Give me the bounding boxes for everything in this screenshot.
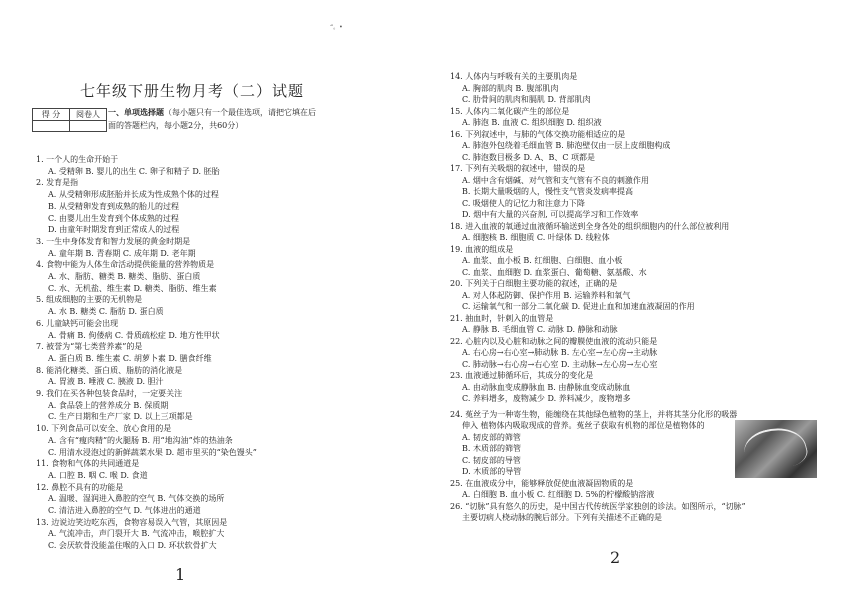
question-option: C. 吸烟使人的记忆力和注意力下降	[462, 198, 585, 208]
question-stem: 10. 下列食品可以安全、放心食用的是	[36, 424, 172, 434]
header-mark: “。•	[330, 24, 343, 31]
question-option: A. 烟中含有烟碱、对气管和支气管有不良的刺激作用	[462, 175, 649, 185]
score-cell[interactable]	[33, 121, 70, 132]
section-header	[108, 106, 323, 132]
question-option: C. 肺动脉→右心房→右心室 D. 主动脉→左心房→左心室	[462, 359, 658, 369]
question-option: C. 肺泡数目极多 D. A、B、C 项都是	[462, 152, 595, 162]
question-stem: 5. 组成细胞的主要的无机物是	[36, 295, 143, 305]
score-label: 得 分	[33, 109, 70, 121]
question-option: C. 运输氧气和一部分二氧化碳 D. 促进止血和加速血液凝固的作用	[462, 302, 695, 311]
question-stem: 3. 一生中身体发育和智力发展的黄金时期是	[36, 236, 191, 246]
question-option: A. 细胞核 B. 细胞质 C. 叶绿体 D. 线粒体	[462, 233, 610, 242]
question-option: A. 口腔 B. 咽 C. 喉 D. 食道	[48, 470, 148, 480]
section-description: （每小题只有一个最佳选项，请把它填在后面的答题栏内，每小题2分，共60分）	[108, 108, 316, 130]
question-stem: 20. 下列关于白细胞主要功能的叙述，正确的是	[450, 279, 618, 288]
question-option: A. 右心房→右心室→肺动脉 B. 左心室→左心房→主动脉	[462, 348, 658, 357]
question-option: A. 白细胞 B. 血小板 C. 红细胞 D. 5%的柠檬酸钠溶液	[462, 490, 655, 499]
grader-label: 阅卷人	[70, 109, 107, 121]
question-option: A. 含有“瘦肉精”的火腿肠 B. 用“地沟油”炸的热油条	[48, 435, 233, 445]
question-option: D. 烟中有大量的兴奋剂, 可以提高学习和工作效率	[462, 210, 639, 219]
question-stem: 26. “切脉”具有悠久的历史，是中国古代传统医学家独创的诊法。如图所示，“切脉”	[450, 501, 746, 511]
question-stem: 16. 下列叙述中，与肺的气体交换功能相适应的是	[450, 129, 626, 139]
question-option: A. 由动脉血变成静脉血 B. 由静脉血变成动脉血	[462, 382, 631, 392]
grader-cell[interactable]	[70, 121, 107, 132]
question-option: C. 生产日期和生产厂家 D. 以上三项都是	[48, 412, 193, 422]
question-stem: 15. 人体内二氧化碳产生的部位是	[450, 106, 570, 116]
question-stem: 2. 发育是指	[36, 178, 79, 188]
question-stem: 24. 菟丝子为一种寄生物，能缠绕在其他绿色植物的茎上，并将其茎分化形的吸器	[450, 409, 738, 419]
question-stem: 9. 我们在买各种包装食品时，一定要关注	[36, 389, 183, 398]
question-option: A. 骨痛 B. 佝偻病 C. 骨质疏松症 D. 地方性甲状	[48, 330, 220, 340]
question-option: C. 肋骨间的肌肉和膈肌 D. 背部肌肉	[462, 95, 591, 104]
question-option: C. 会厌软骨没能盖住喉的入口 D. 环状软骨扩大	[48, 541, 217, 551]
question-option: A. 气流冲击，声门裂开大 B. 气流冲击，喉腔扩大	[48, 529, 225, 539]
section-heading: 一、单项选择题	[108, 107, 164, 117]
score-table	[32, 108, 107, 132]
question-option: C. 韧皮部的导管	[462, 455, 521, 465]
question-option: A. 对人体起防御、保护作用 B. 运输养料和氧气	[462, 290, 631, 300]
question-option: C. 用清水浸泡过的新鲜蔬菜水果 D. 超市里买的“染色馒头”	[48, 447, 257, 457]
wrist-pulse-photo	[735, 420, 817, 478]
question-option: A. 血浆、血小板 B. 红细胞、白细胞、血小板	[462, 256, 623, 265]
question-option: A. 受精卵 B. 婴儿的出生 C. 卵子和精子 D. 胚胎	[48, 166, 220, 176]
question-option: C. 由婴儿出生发育到个体成熟的过程	[48, 213, 179, 223]
question-option: A. 水 B. 糖类 C. 脂肪 D. 蛋白质	[48, 307, 164, 317]
question-stem: 23. 血液通过肺循环后，其成分的变化是	[450, 371, 594, 380]
question-stem: 1. 一个人的生命开始于	[36, 155, 119, 164]
question-option: D. 由童年时期发育到正常成人的过程	[48, 225, 180, 235]
question-stem: 6. 儿童缺钙可能会出现	[36, 318, 119, 328]
question-option: A. 童年期 B. 青春期 C. 成年期 D. 老年期	[48, 248, 196, 258]
question-option: 主要切病人桡动脉的腕后部分。下列有关描述不正确的是	[462, 513, 662, 522]
question-option: A. 胸部的肌肉 B. 腹部肌肉	[462, 83, 559, 93]
question-option: B. 长期大量吸烟的人，慢性支气管炎发病率提高	[462, 187, 633, 196]
question-option: A. 肺泡 B. 血液 C. 组织细胞 D. 组织液	[462, 118, 602, 127]
page-right	[430, 0, 860, 609]
question-stem: 8. 能消化糖类、蛋白质、脂肪的消化液是	[36, 365, 183, 375]
page-number-left: 1	[175, 565, 186, 584]
question-option: A. 韧皮部的筛管	[462, 432, 521, 442]
question-option: C. 水、无机盐、维生素 D. 糖类、脂肪、维生素	[48, 283, 217, 293]
question-option: A. 蛋白质 B. 维生素 C. 胡萝卜素 D. 膳食纤维	[48, 353, 212, 363]
question-stem: 19. 血液的组成是	[450, 244, 514, 254]
page-number-right: 2	[610, 548, 621, 567]
question-stem: 13. 边说边笑边吃东西，食物容易误入气管，其原因是	[36, 517, 228, 527]
question-option: A. 静脉 B. 毛细血管 C. 动脉 D. 静脉和动脉	[462, 325, 618, 334]
question-stem: 11. 食物和气体的共同通道是	[36, 459, 140, 469]
question-option: A. 肺泡外包绕着毛细血管 B. 肺泡壁仅由一层上皮细胞构成	[462, 141, 671, 150]
question-option: A. 从受精卵形成胚胎并长成为性成熟个体的过程	[48, 190, 219, 200]
question-option: C. 血浆、血细胞 D. 血浆蛋白、葡萄糖、氨基酸、水	[462, 267, 647, 277]
question-option: A. 食品袋上的营养成分 B. 保质期	[48, 400, 169, 410]
question-option: 伸入 植物体内吸取现成的营养。菟丝子获取有机物的部位是植物体的	[462, 421, 705, 430]
question-stem: 18. 进入血液的氧通过血液循环输送到全身各处的组织细胞内的什么部位被利用	[450, 221, 730, 231]
question-stem: 21. 抽血时，针刺入的血管是	[450, 313, 554, 323]
question-stem: 4. 食物中能为人体生命活动提供能量的营养物质是	[36, 260, 215, 270]
question-stem: 14. 人体内与呼吸有关的主要肌肉是	[450, 72, 578, 81]
question-stem: 22. 心脏内以及心脏和动脉之间的瓣膜使血液的流动只能是	[450, 336, 658, 346]
question-option: A. 水、脂肪、糖类 B. 糖类、脂肪、蛋白质	[48, 272, 201, 281]
question-stem: 7. 被誉为“第七类营养素”的是	[36, 342, 143, 352]
question-option: C. 养料增多，废物减少 D. 养料减少，废物增多	[462, 394, 631, 403]
question-stem: 12. 鼻腔不具有的功能是	[36, 482, 124, 492]
question-option: D. 木质部的导管	[462, 467, 522, 476]
question-option: A. 温暖、湿润进入鼻腔的空气 B. 气体交换的场所	[48, 494, 225, 504]
question-stem: 25. 在血液成分中，能够释放促使血液凝固物质的是	[450, 478, 634, 488]
question-option: A. 胃液 B. 唾液 C. 胰液 D. 胆汁	[48, 377, 164, 387]
question-stem: 17. 下列有关吸烟的叙述中，错误的是	[450, 164, 586, 173]
exam-title: 七年级下册生物月考（二）试题	[80, 82, 305, 100]
question-option: B. 从受精卵发育到成熟的胎儿的过程	[48, 201, 179, 211]
question-option: B. 木质部的筛管	[462, 444, 521, 453]
question-option: C. 清洁进入鼻腔的空气 D. 气体进出的通道	[48, 506, 201, 515]
